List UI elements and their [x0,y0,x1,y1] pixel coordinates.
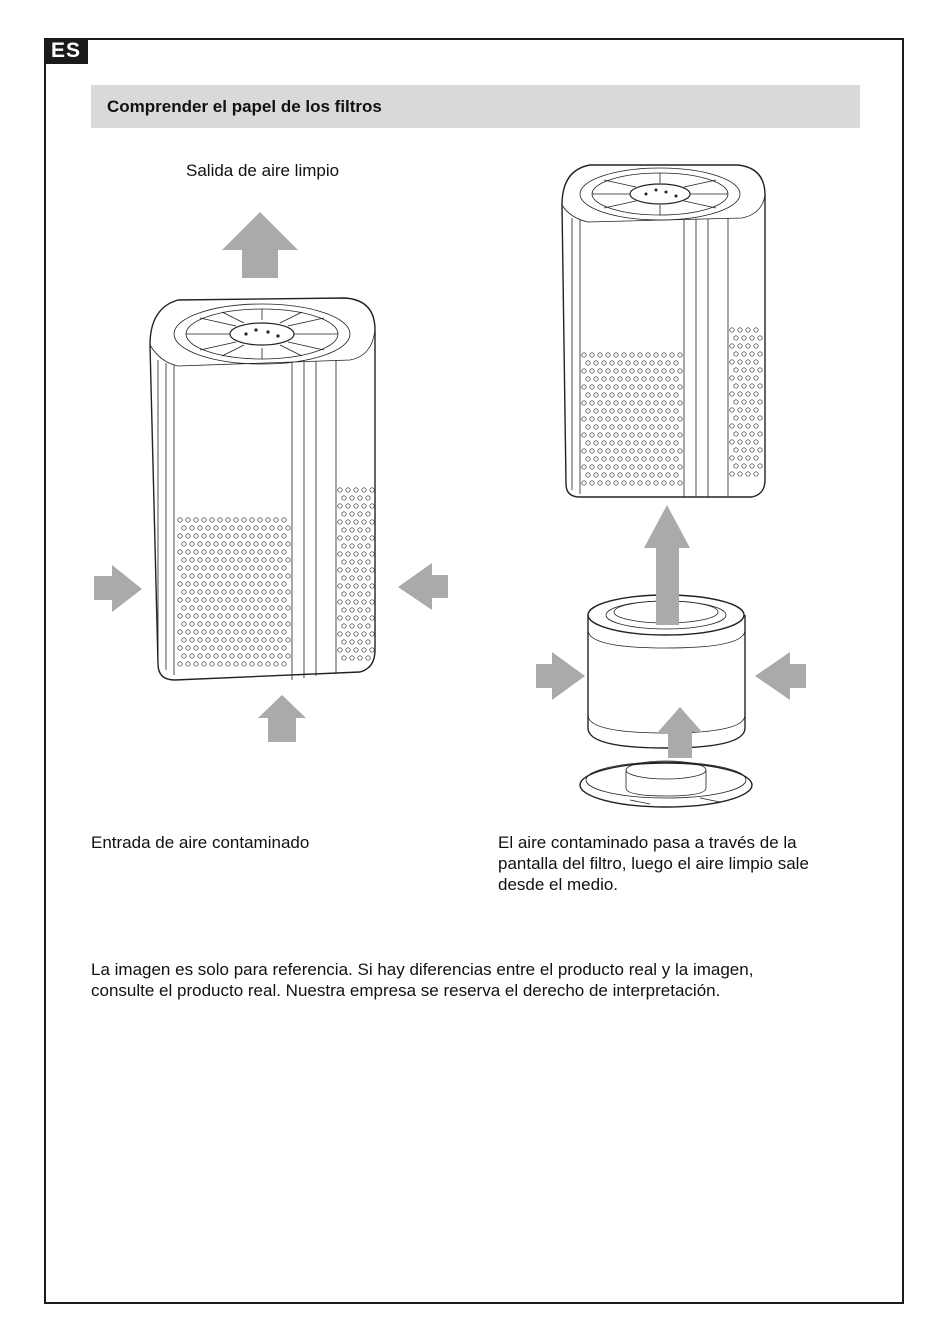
language-badge: ES [44,38,88,64]
arrow-inlet-bottom [258,695,306,742]
clean-air-outlet-label: Salida de aire limpio [186,161,340,180]
arrow-up-outlet [222,212,298,278]
housing-drawing [562,165,765,497]
arrow-up-clean [644,505,690,625]
filter-flow-description: El aire contaminado pasa a través de la pantalla del filtro, luego el aire limpio sale desde el medio. [498,833,809,894]
assembled-purifier-drawing [150,298,375,680]
filter-cylinder-drawing [580,595,752,807]
arrow-inlet-right [398,563,448,610]
polluted-air-inlet-label: Entrada de aire contaminado [91,833,310,852]
airflow-arrows [94,212,806,758]
arrow-filter-left [536,652,585,700]
arrow-inlet-left [94,565,142,612]
arrow-filter-right [755,652,806,700]
section-title: Comprender el papel de los filtros [107,97,382,116]
disclaimer-text: La imagen es solo para referencia. Si hay diferencias entre el producto real y la imagen, consulte el producto real. Nuestra empresa se reserva el derecho de interpretación. [91,960,754,1000]
